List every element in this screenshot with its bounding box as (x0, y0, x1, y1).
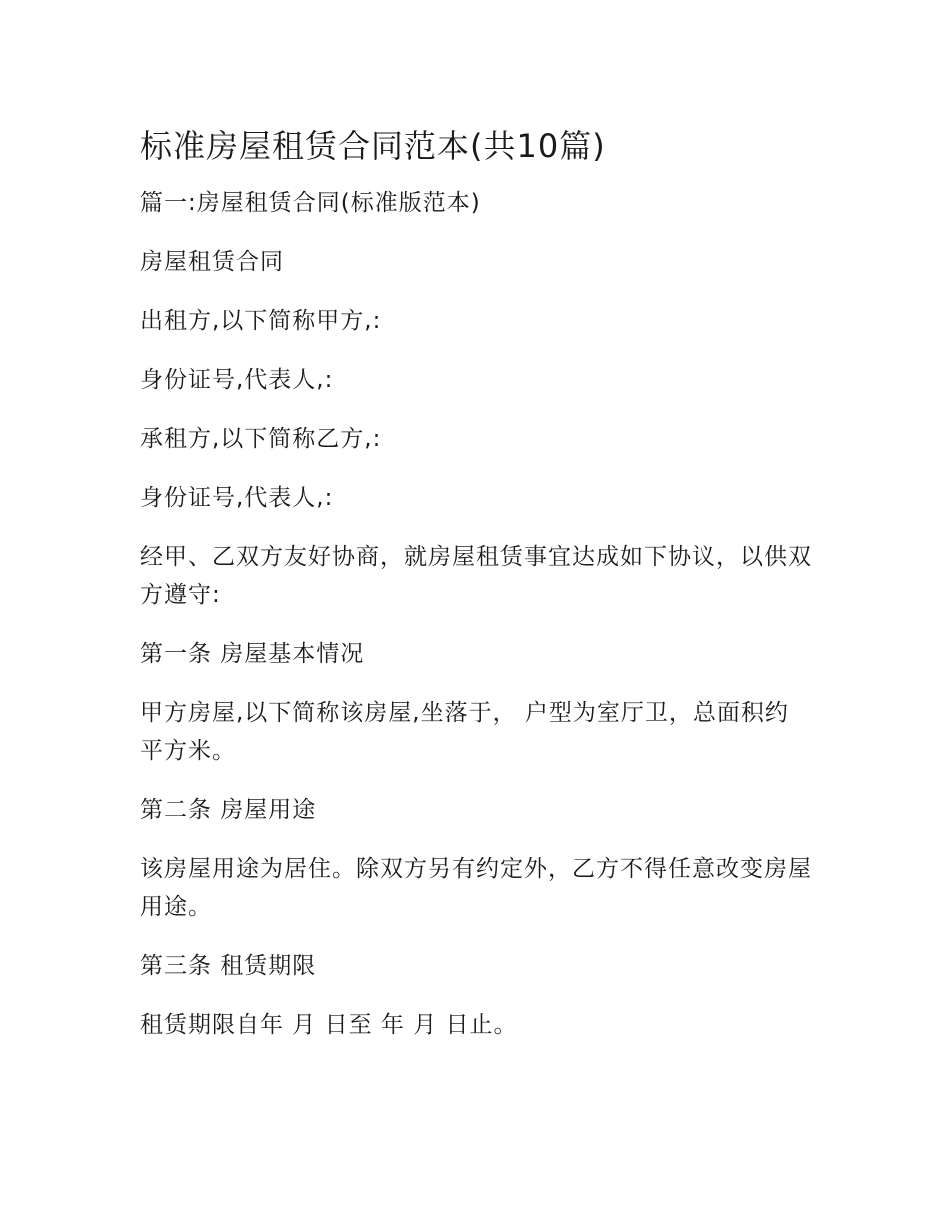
article-3-heading: 第三条 租赁期限 (140, 953, 317, 979)
article-2-heading: 第二条 房屋用途 (140, 797, 317, 823)
article-1-text: 甲方房屋,以下简称该房屋,坐落于， 户型为室厅卫，总面积约 平方米。 (140, 700, 789, 764)
lessee-line: 承租方,以下简称乙方,: (140, 426, 382, 452)
lessor-id-line: 身份证号,代表人,: (140, 367, 334, 393)
document-title: 标准房屋租赁合同范本(共10篇) (140, 127, 606, 165)
agreement-intro: 经甲、乙双方友好协商，就房屋租赁事宜达成如下协议，以供双方遵守: (140, 544, 812, 608)
lessor-line: 出租方,以下简称甲方,: (140, 308, 382, 334)
article-1-heading: 第一条 房屋基本情况 (140, 641, 365, 667)
document-body (140, 122, 820, 1065)
lessee-id-line: 身份证号,代表人,: (140, 485, 334, 511)
article-3-text: 租赁期限自年 月 日至 年 月 日止。 (140, 1012, 518, 1038)
article-2-text: 该房屋用途为居住。除双方另有约定外，乙方不得任意改变房屋用途。 (140, 856, 812, 920)
section-heading-part-one: 篇一:房屋租赁合同(标准版范本) (140, 190, 481, 216)
contract-heading: 房屋租赁合同 (140, 249, 284, 275)
